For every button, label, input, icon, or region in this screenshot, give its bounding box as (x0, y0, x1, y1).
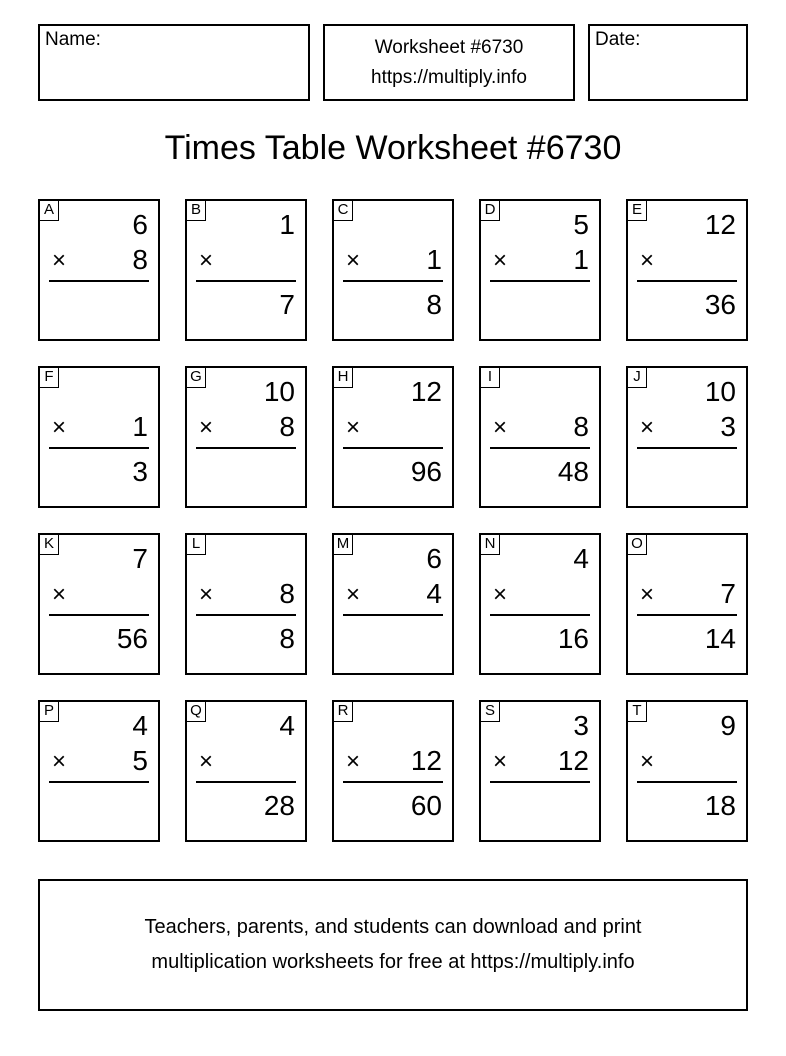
product-answer[interactable]: 14 (704, 623, 736, 654)
times-sign: × (346, 414, 361, 441)
problem-letter: I (481, 368, 500, 388)
times-sign: × (493, 748, 508, 775)
bottom-factor[interactable]: 12 (557, 745, 589, 776)
problem-letter: G (187, 368, 206, 388)
problem-card (332, 700, 454, 842)
bottom-factor[interactable]: 1 (573, 244, 589, 275)
times-sign: × (640, 247, 655, 274)
times-sign: × (640, 581, 655, 608)
problem-card (185, 533, 307, 675)
bottom-factor[interactable]: 8 (279, 578, 295, 609)
problem-card (38, 533, 160, 675)
worksheet-info-box (323, 24, 575, 101)
problem-letter: S (481, 702, 500, 722)
problem-letter: T (628, 702, 647, 722)
bottom-factor[interactable]: 8 (279, 411, 295, 442)
date-field[interactable] (588, 24, 748, 101)
times-sign: × (640, 748, 655, 775)
bottom-factor[interactable]: 7 (720, 578, 736, 609)
date-label: Date: (595, 29, 641, 50)
problem-letter: B (187, 201, 206, 221)
problem-card (479, 533, 601, 675)
top-factor[interactable]: 4 (279, 710, 295, 741)
problem-letter: Q (187, 702, 206, 722)
bottom-factor[interactable]: 8 (132, 244, 148, 275)
times-sign: × (493, 414, 508, 441)
problem-card (626, 366, 748, 508)
problem-card (185, 700, 307, 842)
problem-letter: A (40, 201, 59, 221)
times-sign: × (346, 247, 361, 274)
answer-rule (490, 280, 590, 282)
times-sign: × (640, 414, 655, 441)
problem-card (479, 199, 601, 341)
product-answer[interactable]: 3 (132, 456, 148, 487)
problem-letter: K (40, 535, 59, 555)
problem-card (332, 366, 454, 508)
problem-card (479, 700, 601, 842)
footer-box (38, 879, 748, 1011)
problem-letter: H (334, 368, 353, 388)
problem-letter: O (628, 535, 647, 555)
bottom-factor[interactable]: 5 (132, 745, 148, 776)
top-factor[interactable]: 7 (132, 543, 148, 574)
answer-rule (49, 447, 149, 449)
answer-rule (343, 614, 443, 616)
problem-letter: N (481, 535, 500, 555)
times-sign: × (52, 581, 67, 608)
top-factor[interactable]: 12 (410, 376, 442, 407)
answer-rule (637, 614, 737, 616)
answer-rule (196, 781, 296, 783)
times-sign: × (199, 748, 214, 775)
times-sign: × (346, 581, 361, 608)
answer-rule (343, 280, 443, 282)
product-answer[interactable]: 28 (263, 790, 295, 821)
problem-card (479, 366, 601, 508)
answer-rule (196, 280, 296, 282)
footer-line-1: Teachers, parents, and students can download and print (144, 916, 642, 938)
problem-card (38, 199, 160, 341)
times-sign: × (493, 581, 508, 608)
answer-rule (196, 447, 296, 449)
problem-letter: P (40, 702, 59, 722)
times-sign: × (493, 247, 508, 274)
problem-letter: R (334, 702, 353, 722)
answer-rule (490, 447, 590, 449)
times-sign: × (52, 748, 67, 775)
problem-card (626, 700, 748, 842)
answer-rule (637, 781, 737, 783)
product-answer[interactable]: 18 (704, 790, 736, 821)
product-answer[interactable]: 56 (116, 623, 148, 654)
page-title: Times Table Worksheet #6730 (164, 129, 622, 167)
answer-rule (343, 781, 443, 783)
worksheet-url: https://multiply.info (371, 66, 527, 88)
answer-rule (49, 614, 149, 616)
product-answer[interactable]: 48 (557, 456, 589, 487)
problem-card (38, 700, 160, 842)
bottom-factor[interactable]: 1 (132, 411, 148, 442)
product-answer[interactable]: 8 (426, 289, 442, 320)
problem-card (185, 366, 307, 508)
top-factor[interactable]: 1 (279, 209, 295, 240)
problem-card (332, 533, 454, 675)
answer-rule (490, 614, 590, 616)
name-label: Name: (45, 29, 101, 50)
times-sign: × (199, 247, 214, 274)
times-sign: × (199, 581, 214, 608)
top-factor[interactable]: 12 (704, 209, 736, 240)
product-answer[interactable]: 60 (410, 790, 442, 821)
top-factor[interactable]: 10 (704, 376, 736, 407)
top-factor[interactable]: 9 (720, 710, 736, 741)
name-field[interactable] (38, 24, 310, 101)
top-factor[interactable]: 3 (573, 710, 589, 741)
bottom-factor[interactable]: 8 (573, 411, 589, 442)
top-factor[interactable]: 6 (132, 209, 148, 240)
bottom-factor[interactable]: 1 (426, 244, 442, 275)
answer-rule (49, 280, 149, 282)
times-sign: × (346, 748, 361, 775)
answer-rule (637, 280, 737, 282)
problem-card (626, 199, 748, 341)
footer-line-2: multiplication worksheets for free at https://multiply.info (151, 951, 635, 973)
answer-rule (637, 447, 737, 449)
product-answer[interactable]: 7 (279, 289, 295, 320)
answer-rule (49, 781, 149, 783)
problem-card (626, 533, 748, 675)
product-answer[interactable]: 16 (557, 623, 589, 654)
top-factor[interactable]: 4 (573, 543, 589, 574)
times-sign: × (52, 414, 67, 441)
top-factor[interactable]: 6 (426, 543, 442, 574)
problem-letter: E (628, 201, 647, 221)
problem-letter: F (40, 368, 59, 388)
problem-letter: M (334, 535, 353, 555)
times-sign: × (52, 247, 67, 274)
answer-rule (490, 781, 590, 783)
product-answer[interactable]: 96 (410, 456, 442, 487)
problem-card (38, 366, 160, 508)
answer-rule (196, 614, 296, 616)
product-answer[interactable]: 8 (279, 623, 295, 654)
problem-card (332, 199, 454, 341)
top-factor[interactable]: 4 (132, 710, 148, 741)
product-answer[interactable]: 36 (704, 289, 736, 320)
times-sign: × (199, 414, 214, 441)
problem-letter: D (481, 201, 500, 221)
problem-letter: C (334, 201, 353, 221)
bottom-factor[interactable]: 12 (410, 745, 442, 776)
top-factor[interactable]: 10 (263, 376, 295, 407)
top-factor[interactable]: 5 (573, 209, 589, 240)
problem-letter: J (628, 368, 647, 388)
worksheet-number: Worksheet #6730 (374, 36, 524, 58)
bottom-factor[interactable]: 4 (426, 578, 442, 609)
problem-letter: L (187, 535, 206, 555)
problem-card (185, 199, 307, 341)
answer-rule (343, 447, 443, 449)
bottom-factor[interactable]: 3 (720, 411, 736, 442)
